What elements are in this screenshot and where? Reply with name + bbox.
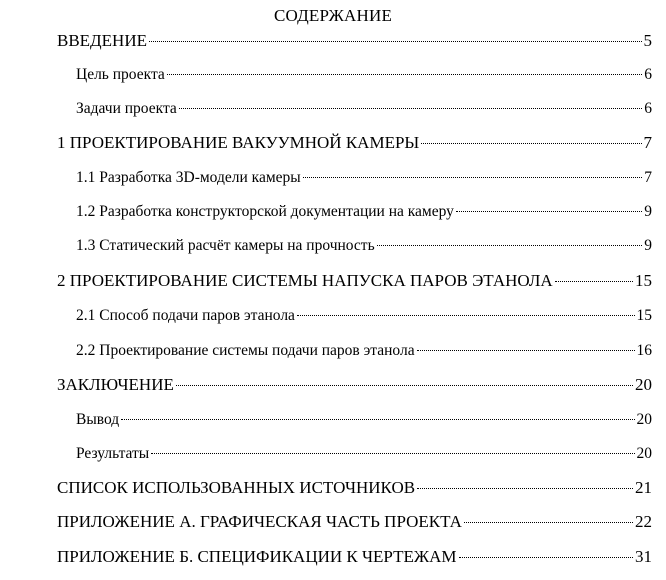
- toc-page-number[interactable]: 6: [644, 66, 652, 83]
- toc-entry-text[interactable]: ПРИЛОЖЕНИЕ Б. СПЕЦИФИКАЦИИ К ЧЕРТЕЖАМ: [57, 547, 457, 566]
- toc-page-number[interactable]: 15: [636, 307, 652, 324]
- toc-page-number[interactable]: 6: [644, 100, 652, 117]
- toc-dot-leader: [555, 281, 633, 282]
- toc-entry-project-tasks[interactable]: [76, 98, 652, 120]
- toc-page-number[interactable]: 20: [636, 411, 652, 428]
- toc-entry-text[interactable]: 1.1 Разработка 3D-модели камеры: [76, 169, 301, 186]
- toc-page-number[interactable]: 21: [635, 478, 652, 497]
- toc-page-number[interactable]: 5: [643, 31, 652, 50]
- toc-page-number[interactable]: 31: [635, 547, 652, 566]
- toc-entry-section-1-1[interactable]: [76, 167, 652, 189]
- toc-entry-results[interactable]: [76, 443, 652, 465]
- toc-dot-leader: [149, 41, 642, 42]
- toc-entry-text[interactable]: ВВЕДЕНИЕ: [57, 31, 147, 50]
- toc-page-number[interactable]: 20: [636, 445, 652, 462]
- toc-entry-introduction[interactable]: [57, 30, 652, 52]
- toc-dot-leader: [417, 350, 635, 351]
- toc-entry-section-1[interactable]: [57, 132, 652, 154]
- toc-page-number[interactable]: 20: [635, 375, 652, 394]
- toc-entry-text[interactable]: Задачи проекта: [76, 100, 177, 117]
- toc-dot-leader: [421, 143, 641, 144]
- toc-entry-text[interactable]: ЗАКЛЮЧЕНИЕ: [57, 375, 174, 394]
- toc-entry-appendix-b[interactable]: [57, 546, 652, 568]
- toc-page-number[interactable]: 22: [635, 512, 652, 531]
- toc-entry-text[interactable]: 2.1 Способ подачи паров этанола: [76, 307, 295, 324]
- toc-entry-text[interactable]: ПРИЛОЖЕНИЕ А. ГРАФИЧЕСКАЯ ЧАСТЬ ПРОЕКТА: [57, 512, 462, 531]
- toc-dot-leader: [151, 453, 634, 454]
- toc-dot-leader: [297, 315, 635, 316]
- toc-entry-text[interactable]: 2.2 Проектирование системы подачи паров этанола: [76, 342, 415, 359]
- toc-entry-section-2-1[interactable]: [76, 305, 652, 327]
- toc-entry-text[interactable]: 1.3 Статический расчёт камеры на прочность: [76, 237, 375, 254]
- toc-page-number[interactable]: 16: [636, 342, 652, 359]
- toc-dot-leader: [464, 522, 633, 523]
- toc-dot-leader: [179, 108, 642, 109]
- toc-entry-text[interactable]: Результаты: [76, 445, 150, 462]
- toc-entry-section-1-3[interactable]: [76, 235, 652, 257]
- toc-entry-text[interactable]: 1.2 Разработка конструкторской документации на камеру: [76, 203, 454, 220]
- toc-dot-leader: [377, 245, 643, 246]
- toc-page-number[interactable]: 15: [635, 271, 652, 290]
- toc-entry-section-1-2[interactable]: [76, 201, 652, 223]
- toc-page-number[interactable]: 9: [644, 203, 652, 220]
- toc-entry-text[interactable]: Цель проекта: [76, 66, 165, 83]
- toc-entry-section-2-2[interactable]: [76, 340, 652, 362]
- toc-entry-references[interactable]: [57, 477, 652, 499]
- toc-dot-leader: [456, 211, 642, 212]
- toc-entry-project-goal[interactable]: [76, 64, 652, 86]
- toc-dot-leader: [167, 74, 642, 75]
- toc-entry-text[interactable]: Вывод: [76, 411, 120, 428]
- toc-dot-leader: [417, 488, 633, 489]
- toc-entry-conclusion[interactable]: [57, 374, 652, 396]
- toc-entry-text[interactable]: СПИСОК ИСПОЛЬЗОВАННЫХ ИСТОЧНИКОВ: [57, 478, 416, 497]
- toc-entry-text[interactable]: 2 ПРОЕКТИРОВАНИЕ СИСТЕМЫ НАПУСКА ПАРОВ ЭТАНОЛА: [57, 271, 553, 290]
- toc-entry-appendix-a[interactable]: [57, 511, 652, 533]
- document-title: СОДЕРЖАНИЕ: [273, 6, 393, 25]
- toc-page-number[interactable]: 9: [644, 237, 652, 254]
- toc-dot-leader: [303, 177, 643, 178]
- toc-entry-findings[interactable]: [76, 409, 652, 431]
- toc-page-number[interactable]: 7: [643, 133, 652, 152]
- toc-dot-leader: [459, 557, 634, 558]
- toc-dot-leader: [176, 385, 633, 386]
- toc-page-number[interactable]: 7: [644, 169, 652, 186]
- toc-entry-section-2[interactable]: [57, 270, 652, 292]
- toc-entry-text[interactable]: 1 ПРОЕКТИРОВАНИЕ ВАКУУМНОЙ КАМЕРЫ: [57, 133, 420, 152]
- toc-dot-leader: [121, 419, 634, 420]
